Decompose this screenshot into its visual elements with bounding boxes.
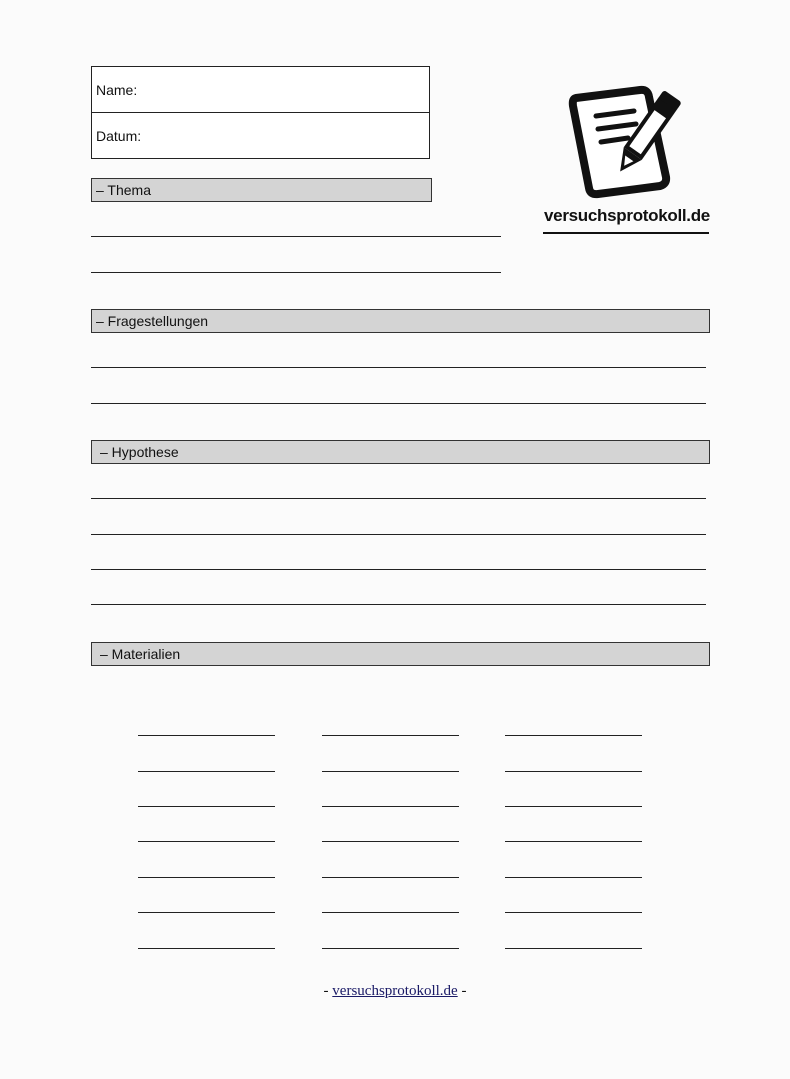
hypothese-line[interactable]: [91, 498, 706, 499]
fragestellungen-line[interactable]: [91, 367, 706, 368]
name-label: Name:: [96, 81, 138, 98]
material-line[interactable]: [138, 877, 275, 878]
material-line[interactable]: [322, 948, 459, 949]
material-line[interactable]: [138, 948, 275, 949]
hypothese-line[interactable]: [91, 569, 706, 570]
thema-header: – Thema: [91, 178, 432, 202]
material-line[interactable]: [138, 806, 275, 807]
material-line[interactable]: [138, 912, 275, 913]
footer-link[interactable]: versuchsprotokoll.de: [332, 983, 458, 999]
material-line[interactable]: [505, 771, 642, 772]
material-line[interactable]: [322, 735, 459, 736]
date-field[interactable]: [92, 113, 429, 159]
date-label: Datum:: [96, 128, 142, 144]
fragestellungen-line[interactable]: [91, 403, 706, 404]
material-line[interactable]: [322, 841, 459, 842]
hypothese-header: – Hypothese: [91, 440, 710, 464]
material-line[interactable]: [505, 948, 642, 949]
footer: [0, 983, 790, 1000]
material-line[interactable]: [138, 735, 275, 736]
fragestellungen-header: – Fragestellungen: [91, 309, 710, 333]
name-date-box: [91, 66, 430, 159]
material-line[interactable]: [505, 912, 642, 913]
material-line[interactable]: [138, 841, 275, 842]
material-line[interactable]: [505, 735, 642, 736]
footer-suffix: -: [457, 983, 467, 999]
material-line[interactable]: [138, 771, 275, 772]
material-line[interactable]: [322, 877, 459, 878]
logo-text: versuchsprotokoll.de: [544, 206, 710, 225]
thema-line[interactable]: [91, 236, 501, 237]
materialien-header: – Materialien: [91, 642, 710, 666]
material-line[interactable]: [322, 771, 459, 772]
material-line[interactable]: [505, 806, 642, 807]
footer-prefix: -: [323, 983, 333, 999]
material-line[interactable]: [322, 912, 459, 913]
name-field[interactable]: [92, 67, 429, 113]
material-line[interactable]: [505, 877, 642, 878]
material-line[interactable]: [322, 806, 459, 807]
hypothese-line[interactable]: [91, 534, 706, 535]
logo-underline: [543, 232, 709, 234]
thema-line[interactable]: [91, 272, 501, 273]
hypothese-line[interactable]: [91, 604, 706, 605]
material-line[interactable]: [505, 841, 642, 842]
